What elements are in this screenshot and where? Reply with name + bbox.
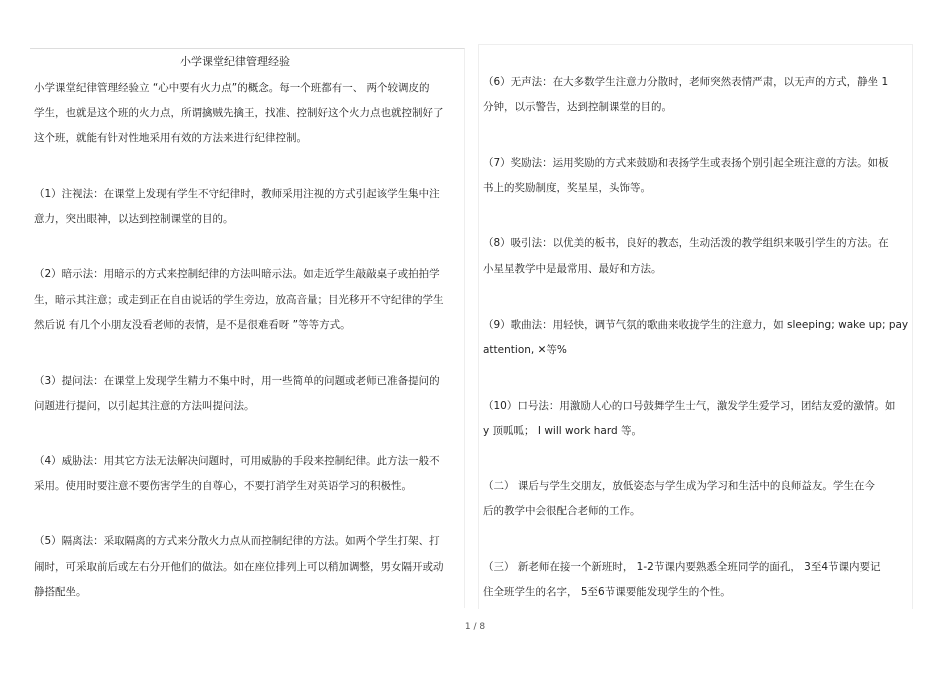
- text-line: 小星星教学中是最常用、最好和方法。: [483, 263, 662, 275]
- left-column: [30, 48, 465, 608]
- text-line: 然后说 有几个小朋友没看老师的表情，是不是很难看呀 ”等等方式。: [34, 319, 351, 331]
- text-line: （3）提问法：在课堂上发现学生精力不集中时，用一些简单的问题或老师已准备提问的: [34, 375, 440, 387]
- text-line: 这个班，就能有针对性地采用有效的方法来进行纪律控制。: [34, 132, 307, 144]
- text-line: （4）威胁法：用其它方法无法解决问题时，可用威胁的手段来控制纪律。此方法一般不: [34, 455, 440, 467]
- text-line: 分钟，以示警告，达到控制课堂的目的。: [483, 101, 672, 113]
- text-line: （2）暗示法：用暗示的方式来控制纪律的方法叫暗示法。如走近学生敲敲桌子或拍拍学: [34, 268, 440, 280]
- text-line: 住全班学生的名字， 5至6节课要能发现学生的个性。: [483, 586, 731, 598]
- text-line: 静搭配坐。: [34, 586, 87, 598]
- text-line: （二） 课后与学生交朋友，放低姿态与学生成为学习和生活中的良师益友。学生在今: [483, 480, 875, 492]
- page-indicator: 1 / 8: [464, 622, 486, 632]
- text-line: 问题进行提问，以引起其注意的方法叫提问法。: [34, 400, 255, 412]
- text-line: attention, ✕等%: [483, 344, 567, 356]
- text-line: （6）无声法：在大多数学生注意力分散时，老师突然表情严肃，以无声的方式，静坐 1: [483, 76, 889, 88]
- text-line: （8）吸引法：以优美的板书，良好的教态，生动活泼的教学组织来吸引学生的方法。在: [483, 237, 889, 249]
- text-line: （1）注视法：在课堂上发现有学生不守纪律时，教师采用注视的方式引起该学生集中注: [34, 188, 440, 200]
- text-line: y 顶呱呱； I will work hard 等。: [483, 425, 642, 437]
- text-line: （10）口号法：用激励人心的口号鼓舞学生士气，激发学生爱学习，团结友爱的激情。如: [483, 400, 896, 412]
- text-line: 小学课堂纪律管理经验立 “心中要有火力点”的概念。每一个班都有一、 两个较调皮的: [34, 82, 430, 94]
- text-line: 后的教学中会很配合老师的工作。: [483, 505, 641, 517]
- text-line: 采用。使用时要注意不要伤害学生的自尊心，不要打消学生对英语学习的积极性。: [34, 480, 412, 492]
- text-line: （9）歌曲法：用轻快，调节气氛的歌曲来收拢学生的注意力，如 sleeping; wake up; pay: [483, 319, 909, 331]
- text-line: 闹时，可采取前后或左右分开他们的做法。如在座位排列上可以稍加调整，男女隔开或动: [34, 561, 444, 573]
- text-line: 学生，也就是这个班的火力点，所谓擒贼先擒王，找准、控制好这个火力点也就控制好了: [34, 107, 444, 119]
- text-line: （7）奖励法：运用奖励的方式来鼓励和表扬学生或表扬个别引起全班注意的方法。如板: [483, 157, 889, 169]
- text-line: 书上的奖励制度，奖星星，头饰等。: [483, 182, 651, 194]
- text-line: （三） 新老师在接一个新班时， 1-2节课内要熟悉全班同学的面孔， 3至4节课内要记: [483, 561, 881, 573]
- document-title: 小学课堂纪律管理经验: [180, 55, 290, 68]
- text-line: 意力，突出眼神，以达到控制课堂的目的。: [34, 213, 234, 225]
- text-line: （5）隔离法：采取隔离的方式来分散火力点从而控制纪律的方法。如两个学生打架、打: [34, 535, 440, 547]
- right-column: [478, 44, 913, 609]
- text-line: 生，暗示其注意；或走到正在自由说话的学生旁边，放高音量；目光移开不守纪律的学生: [34, 294, 444, 306]
